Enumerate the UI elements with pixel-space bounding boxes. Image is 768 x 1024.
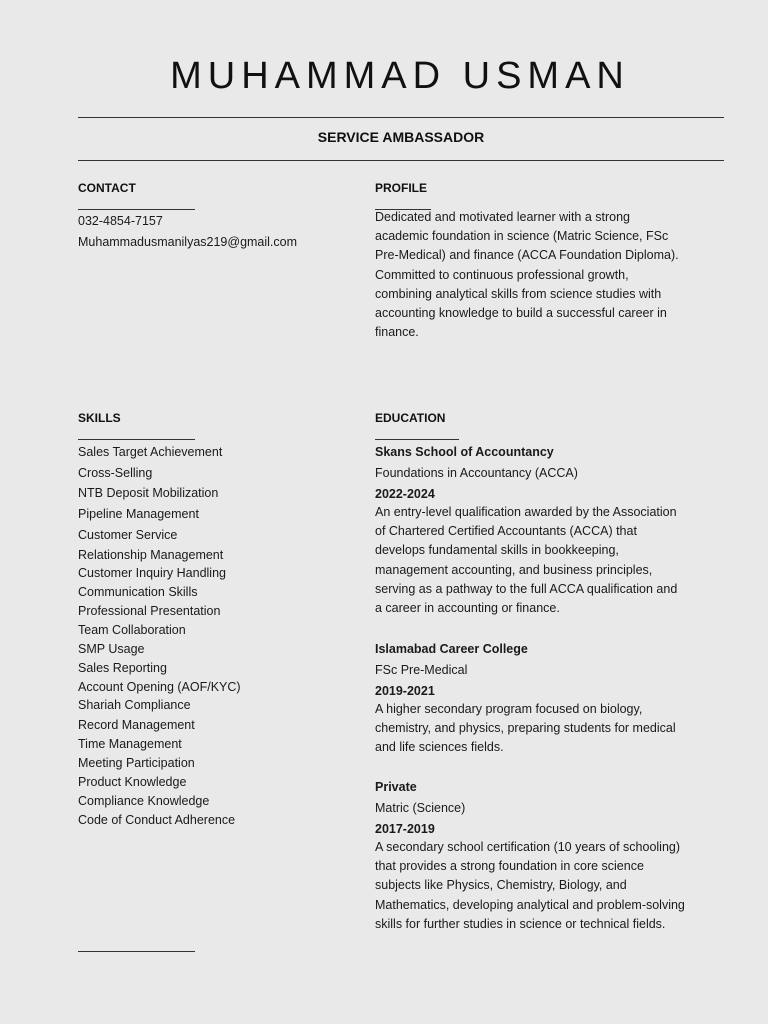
skill-item: Sales Target Achievement bbox=[78, 445, 223, 459]
skill-item: Team Collaboration bbox=[78, 623, 186, 637]
education-description-line: An entry-level qualification awarded by the Association bbox=[375, 505, 677, 519]
skill-item: Compliance Knowledge bbox=[78, 794, 210, 808]
education-school: Skans School of Accountancy bbox=[375, 445, 554, 459]
profile-line: finance. bbox=[375, 325, 419, 340]
contact-heading: CONTACT bbox=[78, 181, 136, 195]
education-description-line: management accounting, and business principles, bbox=[375, 562, 653, 577]
top-divider bbox=[78, 117, 724, 118]
skill-item: Relationship Management bbox=[78, 548, 224, 562]
profile-heading: PROFILE bbox=[375, 181, 428, 195]
skill-item: Time Management bbox=[78, 737, 182, 751]
contact-email: Muhammadusmanilyas219@gmail.com bbox=[78, 235, 298, 249]
education-description-line: A secondary school certification (10 years of schooling) bbox=[375, 840, 681, 854]
education-description-line: develops fundamental skills in bookkeeping, bbox=[375, 543, 619, 558]
skill-item: Record Management bbox=[78, 718, 195, 732]
profile-line: accounting knowledge to build a successful career in bbox=[375, 306, 667, 320]
contact-underline bbox=[78, 209, 195, 210]
education-description-line: chemistry, and physics, preparing students for medical bbox=[375, 721, 676, 736]
profile-line: Committed to continuous professional growth, bbox=[375, 267, 629, 282]
profile-line: Dedicated and motivated learner with a strong bbox=[375, 210, 631, 224]
education-description-line: A higher secondary program focused on biology, bbox=[375, 702, 643, 716]
education-years: 2019-2021 bbox=[375, 684, 435, 698]
skill-item: Customer Service bbox=[78, 528, 178, 542]
skill-item: Meeting Participation bbox=[78, 756, 195, 770]
bottom-underline bbox=[78, 951, 195, 952]
contact-phone: 032-4854-7157 bbox=[78, 214, 163, 228]
role-title: SERVICE AMBASSADOR bbox=[317, 129, 485, 145]
profile-line: combining analytical skills from science studies with bbox=[375, 286, 662, 301]
skill-item: SMP Usage bbox=[78, 642, 145, 656]
education-underline bbox=[375, 439, 459, 440]
skills-heading: SKILLS bbox=[78, 411, 121, 425]
education-description-line: skills for further studies in science or technical fields. bbox=[375, 916, 666, 931]
education-description-line: and life sciences fields. bbox=[375, 740, 504, 755]
skill-item: Account Opening (AOF/KYC) bbox=[78, 680, 241, 694]
education-description-line: subjects like Physics, Chemistry, Biology, and bbox=[375, 878, 627, 893]
education-description-line: of Chartered Certified Accountants (ACCA) that bbox=[375, 524, 637, 539]
skill-item: Cross-Selling bbox=[78, 466, 153, 480]
education-description-line: that provides a strong foundation in core science bbox=[375, 859, 644, 874]
skill-item: Communication Skills bbox=[78, 585, 198, 599]
skill-item: Sales Reporting bbox=[78, 661, 167, 675]
education-heading: EDUCATION bbox=[375, 411, 446, 425]
profile-line: Pre-Medical) and finance (ACCA Foundation Diploma). bbox=[375, 248, 679, 263]
skill-item: NTB Deposit Mobilization bbox=[78, 486, 219, 500]
education-description-line: Mathematics, developing analytical and problem-solving bbox=[375, 897, 685, 912]
skills-underline bbox=[78, 439, 195, 440]
education-years: 2017-2019 bbox=[375, 822, 435, 836]
skill-item: Customer Inquiry Handling bbox=[78, 566, 226, 580]
education-school: Islamabad Career College bbox=[375, 642, 528, 656]
education-program: Foundations in Accountancy (ACCA) bbox=[375, 466, 578, 480]
skill-item: Code of Conduct Adherence bbox=[78, 813, 236, 827]
education-school: Private bbox=[375, 780, 417, 794]
education-description-line: a career in accounting or finance. bbox=[375, 601, 560, 615]
education-description-line: serving as a pathway to the full ACCA qualification and bbox=[375, 581, 678, 596]
education-years: 2022-2024 bbox=[375, 487, 435, 501]
resume-name: MUHAMMAD USMAN bbox=[170, 55, 630, 97]
profile-line: academic foundation in science (Matric Science, FSc bbox=[375, 229, 669, 244]
skill-item: Product Knowledge bbox=[78, 775, 187, 789]
skill-item: Professional Presentation bbox=[78, 604, 221, 618]
skill-item: Shariah Compliance bbox=[78, 698, 191, 712]
role-divider bbox=[78, 160, 724, 161]
skill-item: Pipeline Management bbox=[78, 507, 199, 521]
education-program: Matric (Science) bbox=[375, 801, 466, 815]
education-program: FSc Pre-Medical bbox=[375, 663, 468, 677]
